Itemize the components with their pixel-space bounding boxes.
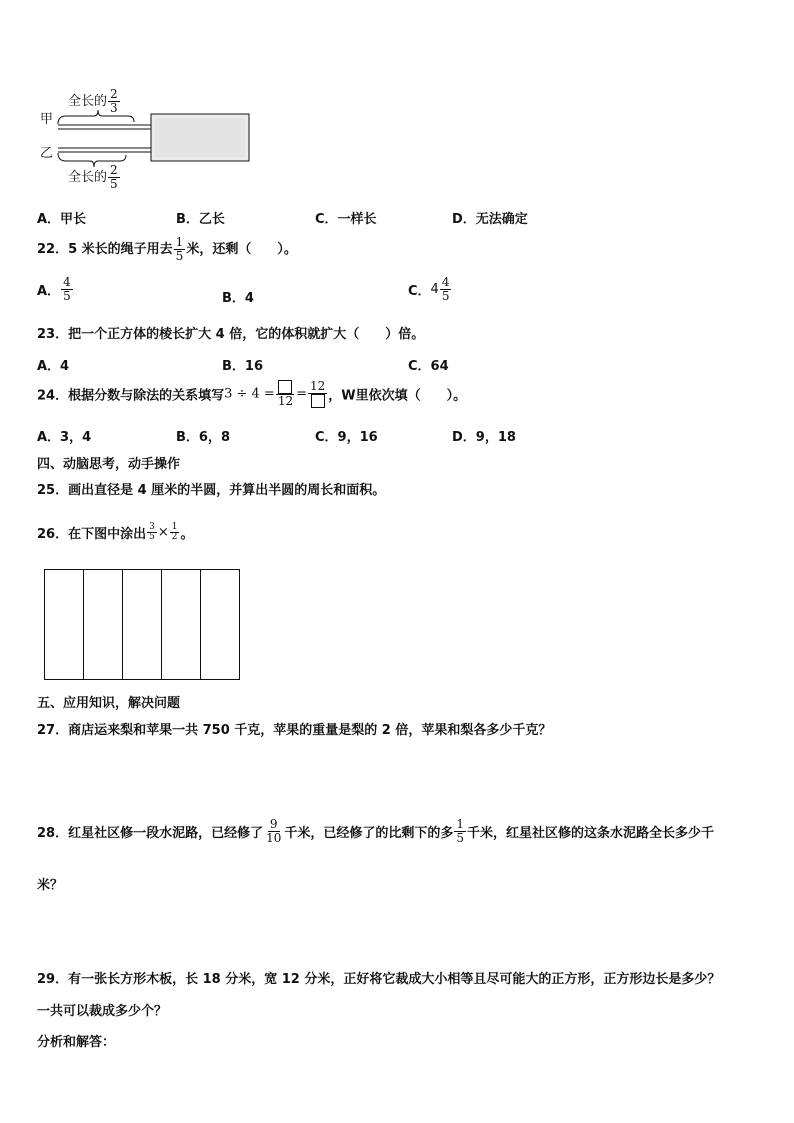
top-brace: [58, 110, 134, 124]
q22-option-a: A． $\frac{4}{5}$: [37, 275, 71, 303]
q23-option-c: C．64: [408, 359, 449, 374]
bottom-label: [68, 164, 121, 191]
top-label-text: 全长的: [68, 94, 108, 109]
q23-question: 23．把一个正方体的棱长扩大 4 倍，它的体积就扩大（ ）倍。: [37, 327, 425, 342]
blank-box: [311, 394, 325, 408]
section-4-heading: 四、动脑思考，动手操作: [37, 457, 181, 472]
q24-fraction-2: 12: [308, 380, 327, 408]
q22-option-c: C．4 $\frac{4}{5}$: [408, 275, 450, 303]
bottom-label-text: 全长的: [68, 170, 108, 185]
rope-a-label: 甲: [40, 112, 54, 127]
bottom-fraction: $\frac{2}{5}$: [110, 163, 118, 191]
q24-option-c: C．9，16: [315, 430, 378, 445]
q22-option-b: B．4: [222, 291, 254, 306]
top-fraction: $\frac{2}{3}$: [110, 87, 118, 115]
q23-option-a: A．4: [37, 359, 70, 374]
q26-question: 26．在下图中涂出 $\frac{3}{5}$ × $\frac{1}{2}$ 。: [37, 522, 194, 542]
q28-question-line2: 米？: [37, 878, 64, 893]
q24-option-a: A．3，4: [37, 430, 92, 445]
q26-grid-rectangle: [44, 569, 241, 681]
q24-fraction-1: 12: [276, 380, 295, 408]
q21-option-d: D．无法确定: [452, 212, 528, 227]
q29-question-line1: 29．有一张长方形木板，长 18 分米，宽 12 分米，正好将它裁成大小相等且尽可能大的正方形，正方形边长是多少？: [37, 972, 721, 987]
q25-question: 25．画出直径是 4 厘米的半圆，并算出半圆的周长和面积。: [37, 483, 386, 498]
q27-question: 27．商店运来梨和苹果一共 750 千克，苹果的重量是梨的 2 倍，苹果和梨各多少千克？: [37, 723, 552, 738]
q21-option-b: B．乙长: [176, 212, 225, 227]
q21-option-a: A．甲长: [37, 212, 87, 227]
q22-fraction: $\frac{1}{5}$: [175, 235, 184, 263]
q21-option-c: C．一样长: [315, 212, 377, 227]
q28-question: 28．红星社区修一段水泥路，已经修了 $\frac{9}{10}$ 千米，已经修了的比剩下的多 $\frac{1}{5}$ 千米，红星社区修的这条水泥路全长多少千: [37, 817, 715, 845]
section-5-heading: 五、应用知识，解决问题: [37, 696, 181, 711]
q24-question: 24．根据分数与除法的关系填写3 ÷ 4 = 12 = 12 ，W里依次填（ ）。: [37, 379, 467, 408]
q24-option-b: B．6，8: [176, 430, 230, 445]
grid-outline: [45, 570, 240, 680]
q23-option-b: B．16: [222, 359, 263, 374]
rope-b-label: 乙: [40, 146, 54, 161]
q29-analysis-label: 分析和解答：: [37, 1035, 116, 1050]
q29-question-line2: 一共可以裁成多少个？: [37, 1004, 168, 1019]
q24-option-d: D．9，18: [452, 430, 516, 445]
q22-question: 22．5 米长的绳子用去 $\frac{1}{5}$ 米，还剩（ ）。: [37, 235, 297, 263]
blank-box: [278, 380, 292, 394]
rope-diagram: [36, 82, 266, 192]
